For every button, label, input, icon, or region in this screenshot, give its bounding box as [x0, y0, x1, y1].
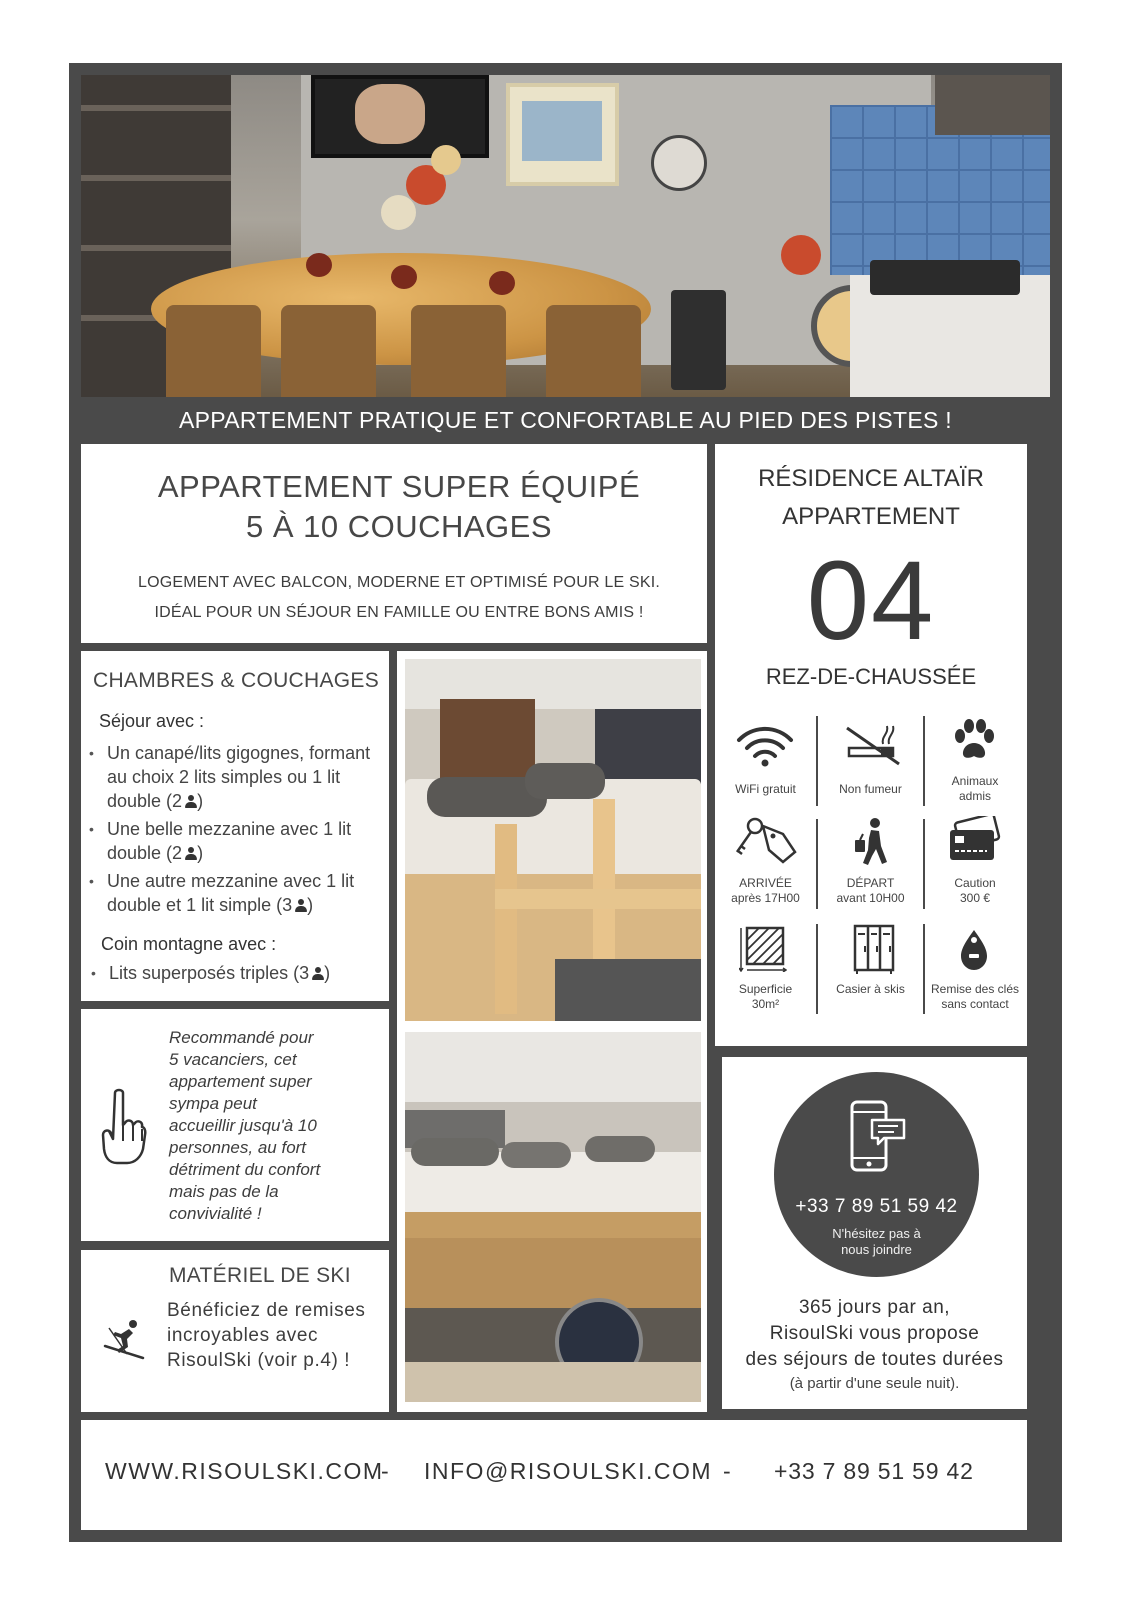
contact-info-line3: des séjours de toutes durées: [745, 1349, 1004, 1370]
photos-column: [397, 651, 707, 1412]
amenity-pets-label2: admis: [958, 789, 991, 803]
amenity-keys-label1: Remise des clés: [930, 982, 1020, 996]
ski-line2: incroyables avec: [167, 1325, 319, 1346]
ski-locker-icon: [853, 924, 895, 974]
mezzanine-photo-1: [405, 659, 701, 1021]
list-item: • Une belle mezzanine avec 1 lit double (2 ): [81, 817, 381, 865]
photo-tv: [311, 75, 489, 158]
sejour-list: [81, 741, 381, 917]
credit-card-icon: [947, 816, 1001, 864]
bedrooms-box: [81, 651, 389, 1001]
contact-note-line1: N'hésitez pas à: [832, 1226, 921, 1241]
amenity-departure-label2: avant 10H00: [836, 891, 905, 905]
coin-list: [83, 961, 383, 985]
walking-person-icon: [851, 818, 891, 868]
skier-icon: [103, 1318, 147, 1360]
amenity-arrival-label1: ARRIVÉE: [739, 876, 792, 890]
residence-box: [715, 444, 1027, 1046]
amenity-area-label1: Superficie: [738, 982, 793, 996]
amenity-keys-label2: sans contact: [941, 997, 1009, 1011]
amenity-locker-label: Casier à skis: [836, 982, 905, 996]
ski-line1: Bénéficiez de remises: [167, 1300, 366, 1321]
banner-headline: APPARTEMENT PRATIQUE ET CONFORTABLE AU PIED DES PISTES !: [179, 407, 952, 433]
contact-info-line4: (à partir d'une seule nuit).: [789, 1375, 960, 1392]
list-item: • Lits superposés triples (3 ): [83, 961, 383, 985]
apartment-number: 04: [806, 538, 936, 663]
contact-box: [722, 1057, 1027, 1409]
amenity-deposit-label2: 300 €: [959, 891, 991, 905]
intro-title-line2: 5 À 10 COUCHAGES: [245, 509, 553, 544]
footer-phone-link[interactable]: +33 7 89 51 59 42: [774, 1458, 974, 1484]
amenity-area-label2: 30m²: [751, 997, 780, 1011]
intro-desc-line2: IDÉAL POUR UN SÉJOUR EN FAMILLE OU ENTRE BONS AMIS !: [154, 604, 644, 621]
pointing-finger-icon: [99, 1087, 147, 1167]
sejour-label: Séjour avec :: [99, 711, 205, 731]
recommend-line5: accueillir jusqu'à 10: [169, 1116, 317, 1135]
amenity-pets-label1: Animaux: [951, 774, 999, 788]
intro-title-line1: APPARTEMENT SUPER ÉQUIPÉ: [157, 469, 641, 504]
ski-box: [81, 1250, 389, 1412]
person-icon: [295, 899, 307, 912]
amenity-departure-label1: DÉPART: [846, 876, 895, 890]
person-icon: [185, 847, 197, 860]
recommend-line3: appartement super: [169, 1072, 312, 1091]
intro-desc-line1: LOGEMENT AVEC BALCON, MODERNE ET OPTIMISÉ POUR LE SKI.: [137, 574, 661, 591]
amenity-arrival-label2: après 17H00: [731, 891, 800, 905]
recommend-line8: mais pas de la: [169, 1182, 279, 1201]
contact-phone[interactable]: +33 7 89 51 59 42: [795, 1196, 958, 1217]
contact-circle: [774, 1072, 979, 1277]
mezzanine-photo-2: [405, 1032, 701, 1402]
recommend-line9: convivialité !: [169, 1204, 262, 1223]
ski-title: MATÉRIEL DE SKI: [169, 1264, 351, 1287]
keys-icon: [729, 816, 801, 866]
footer-website-link[interactable]: WWW.RISOULSKI.COM: [105, 1458, 384, 1484]
ski-line3: RisoulSki (voir p.4) !: [167, 1350, 351, 1371]
recommend-line4: sympa peut: [169, 1094, 257, 1113]
photo-bin: [671, 290, 726, 390]
floor-label: REZ-DE-CHAUSSÉE: [765, 664, 977, 689]
intro-box: [81, 444, 707, 643]
amenity-nonsmoking-label: Non fumeur: [839, 782, 902, 796]
recommend-line2: 5 vacanciers, cet: [169, 1050, 297, 1069]
residence-label: APPARTEMENT: [782, 503, 960, 530]
paw-icon: [951, 718, 997, 762]
amenity-deposit-label1: Caution: [954, 876, 996, 890]
amenity-wifi-label: WiFi gratuit: [735, 782, 796, 796]
recommend-line1: Recommandé pour: [169, 1028, 314, 1047]
recommend-line7: détriment du confort: [169, 1160, 321, 1179]
footer-separator: -: [381, 1458, 391, 1484]
coin-label: Coin montagne avec :: [101, 934, 277, 954]
recommend-box: [81, 1009, 389, 1241]
residence-name: RÉSIDENCE ALTAÏR: [758, 465, 984, 492]
key-fob-icon: [959, 928, 989, 972]
footer: [81, 1420, 1027, 1530]
photo-cabinet: [935, 75, 1050, 135]
footer-email-link[interactable]: INFO@RISOULSKI.COM: [424, 1458, 713, 1484]
photo-sink: [870, 260, 1020, 295]
recommend-line6: personnes, au fort: [169, 1138, 307, 1157]
list-item: • Une autre mezzanine avec 1 lit double et 1 lit simple (3 ): [81, 869, 381, 917]
bedrooms-title: CHAMBRES & COUCHAGES: [93, 669, 380, 692]
contact-info-line2: RisoulSki vous propose: [769, 1323, 980, 1344]
area-icon: [739, 924, 787, 972]
no-smoking-icon: [843, 720, 903, 768]
photo-ski-map: [506, 83, 619, 186]
kitchen-photo: [81, 75, 1050, 397]
footer-separator: -: [723, 1458, 733, 1484]
list-item: • Un canapé/lits gigognes, formant au choix 2 lits simples ou 1 lit double (2 ): [81, 741, 381, 813]
wifi-icon: [735, 726, 795, 768]
person-icon: [312, 967, 324, 980]
contact-note-line2: nous joindre: [841, 1242, 912, 1257]
person-icon: [185, 795, 197, 808]
contact-info-line1: 365 jours par an,: [798, 1297, 951, 1318]
smartphone-icon: [848, 1098, 908, 1176]
